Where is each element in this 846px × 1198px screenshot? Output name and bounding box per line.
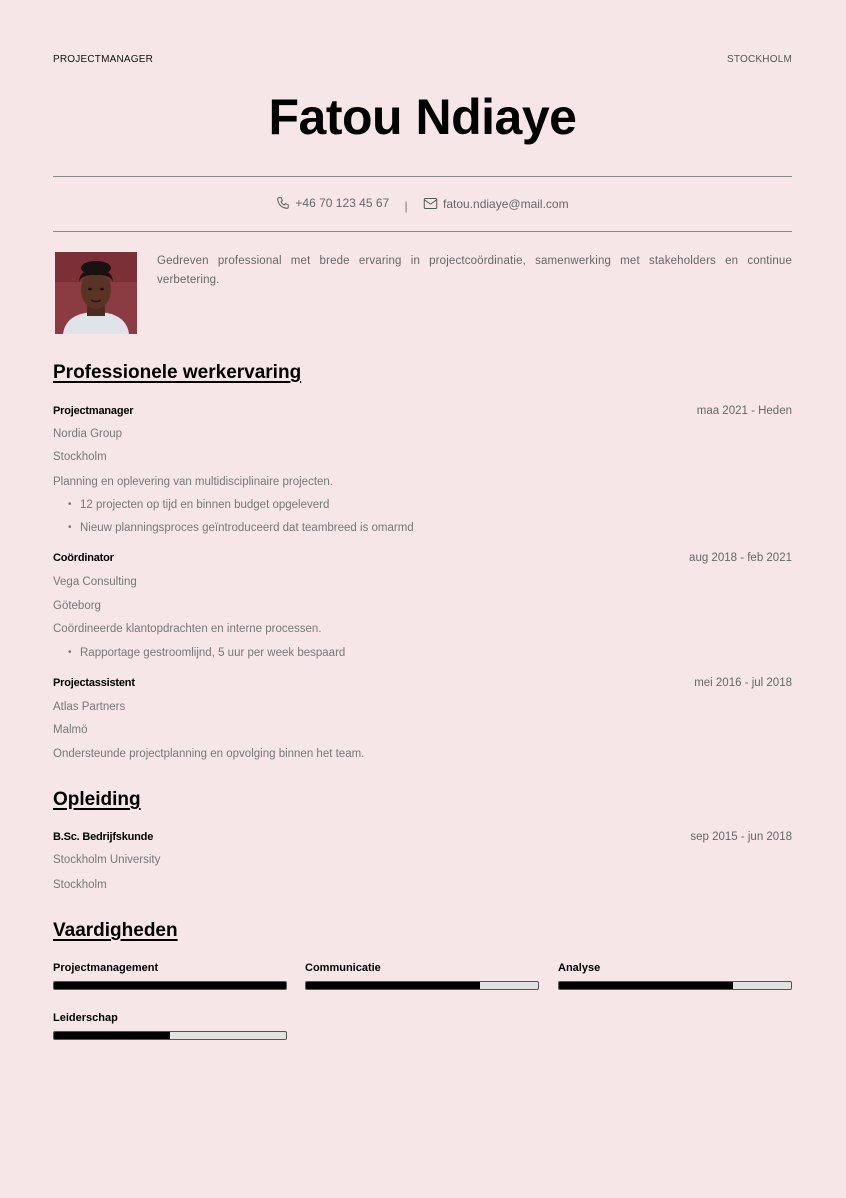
job-city: Malmö bbox=[53, 724, 88, 736]
job-dates: mei 2016 - jul 2018 bbox=[694, 677, 792, 689]
job-city: Stockholm bbox=[53, 451, 107, 463]
company-name: Nordia Group bbox=[53, 428, 123, 440]
skill-name: Leiderschap bbox=[53, 1012, 118, 1024]
achievement-item: • Rapportage gestroomlijnd, 5 uur per week bespaard bbox=[80, 647, 345, 659]
profile-summary: Gedreven professional met brede ervaring in projectcoördinatie, samenwerking met stakeholders en continue verbetering. bbox=[157, 255, 792, 286]
company-name: Vega Consulting bbox=[53, 576, 137, 588]
education-dates: sep 2015 - jun 2018 bbox=[690, 831, 792, 843]
skill-item bbox=[53, 962, 287, 974]
skill-item bbox=[558, 962, 792, 974]
skills-heading: Vaardigheden bbox=[53, 920, 178, 941]
company-name: Atlas Partners bbox=[53, 701, 126, 713]
contact-row bbox=[53, 196, 792, 213]
school-city: Stockholm bbox=[53, 879, 107, 891]
job-city: Göteborg bbox=[53, 600, 101, 612]
education-heading: Opleiding bbox=[53, 789, 141, 810]
email-contact[interactable] bbox=[423, 197, 569, 211]
skill-level-bar bbox=[53, 1031, 287, 1040]
skill-level-fill bbox=[54, 1032, 170, 1039]
job-title: Projectmanager bbox=[53, 405, 134, 417]
contact-separator: | bbox=[404, 199, 408, 213]
achievement-item: • Nieuw planningsproces geïntroduceerd dat teambreed is omarmd bbox=[80, 522, 414, 534]
email-address: fatou.ndiaye@mail.com bbox=[443, 196, 569, 211]
skill-level-bar bbox=[53, 981, 287, 990]
skill-item bbox=[53, 1012, 287, 1024]
phone-contact[interactable] bbox=[276, 196, 389, 210]
skill-level-fill bbox=[559, 982, 733, 989]
phone-number: +46 70 123 45 67 bbox=[295, 196, 390, 210]
job-dates: maa 2021 - Heden bbox=[696, 405, 792, 417]
skill-level-fill bbox=[54, 982, 286, 989]
divider-top bbox=[53, 176, 792, 177]
skill-name: Communicatie bbox=[305, 962, 381, 974]
job-title-label: PROJECTMANAGER bbox=[53, 54, 154, 65]
achievement-item: • 12 projecten op tijd en binnen budget opgeleverd bbox=[80, 499, 329, 511]
skill-level-bar bbox=[305, 981, 539, 990]
job-description: Ondersteunde projectplanning en opvolging binnen het team. bbox=[53, 748, 365, 760]
job-title: Coördinator bbox=[53, 552, 114, 564]
skill-level-fill bbox=[306, 982, 480, 989]
divider-bottom bbox=[53, 231, 792, 232]
job-description: Coördineerde klantopdrachten en interne processen. bbox=[53, 623, 322, 635]
skill-name: Projectmanagement bbox=[53, 962, 159, 974]
job-title: Projectassistent bbox=[53, 677, 135, 689]
skill-item bbox=[305, 962, 539, 974]
candidate-name: Fatou Ndiaye bbox=[268, 89, 577, 145]
skill-level-bar bbox=[558, 981, 792, 990]
mail-icon bbox=[423, 197, 438, 210]
school-name: Stockholm University bbox=[53, 854, 161, 866]
job-description: Planning en oplevering van multidisciplinaire projecten. bbox=[53, 476, 333, 488]
degree-title: B.Sc. Bedrijfskunde bbox=[53, 831, 154, 843]
skill-name: Analyse bbox=[558, 962, 601, 974]
phone-icon bbox=[276, 196, 290, 210]
location-label: STOCKHOLM bbox=[727, 54, 792, 65]
experience-heading: Professionele werkervaring bbox=[53, 362, 302, 383]
profile-photo bbox=[55, 252, 137, 334]
job-dates: aug 2018 - feb 2021 bbox=[689, 552, 792, 564]
